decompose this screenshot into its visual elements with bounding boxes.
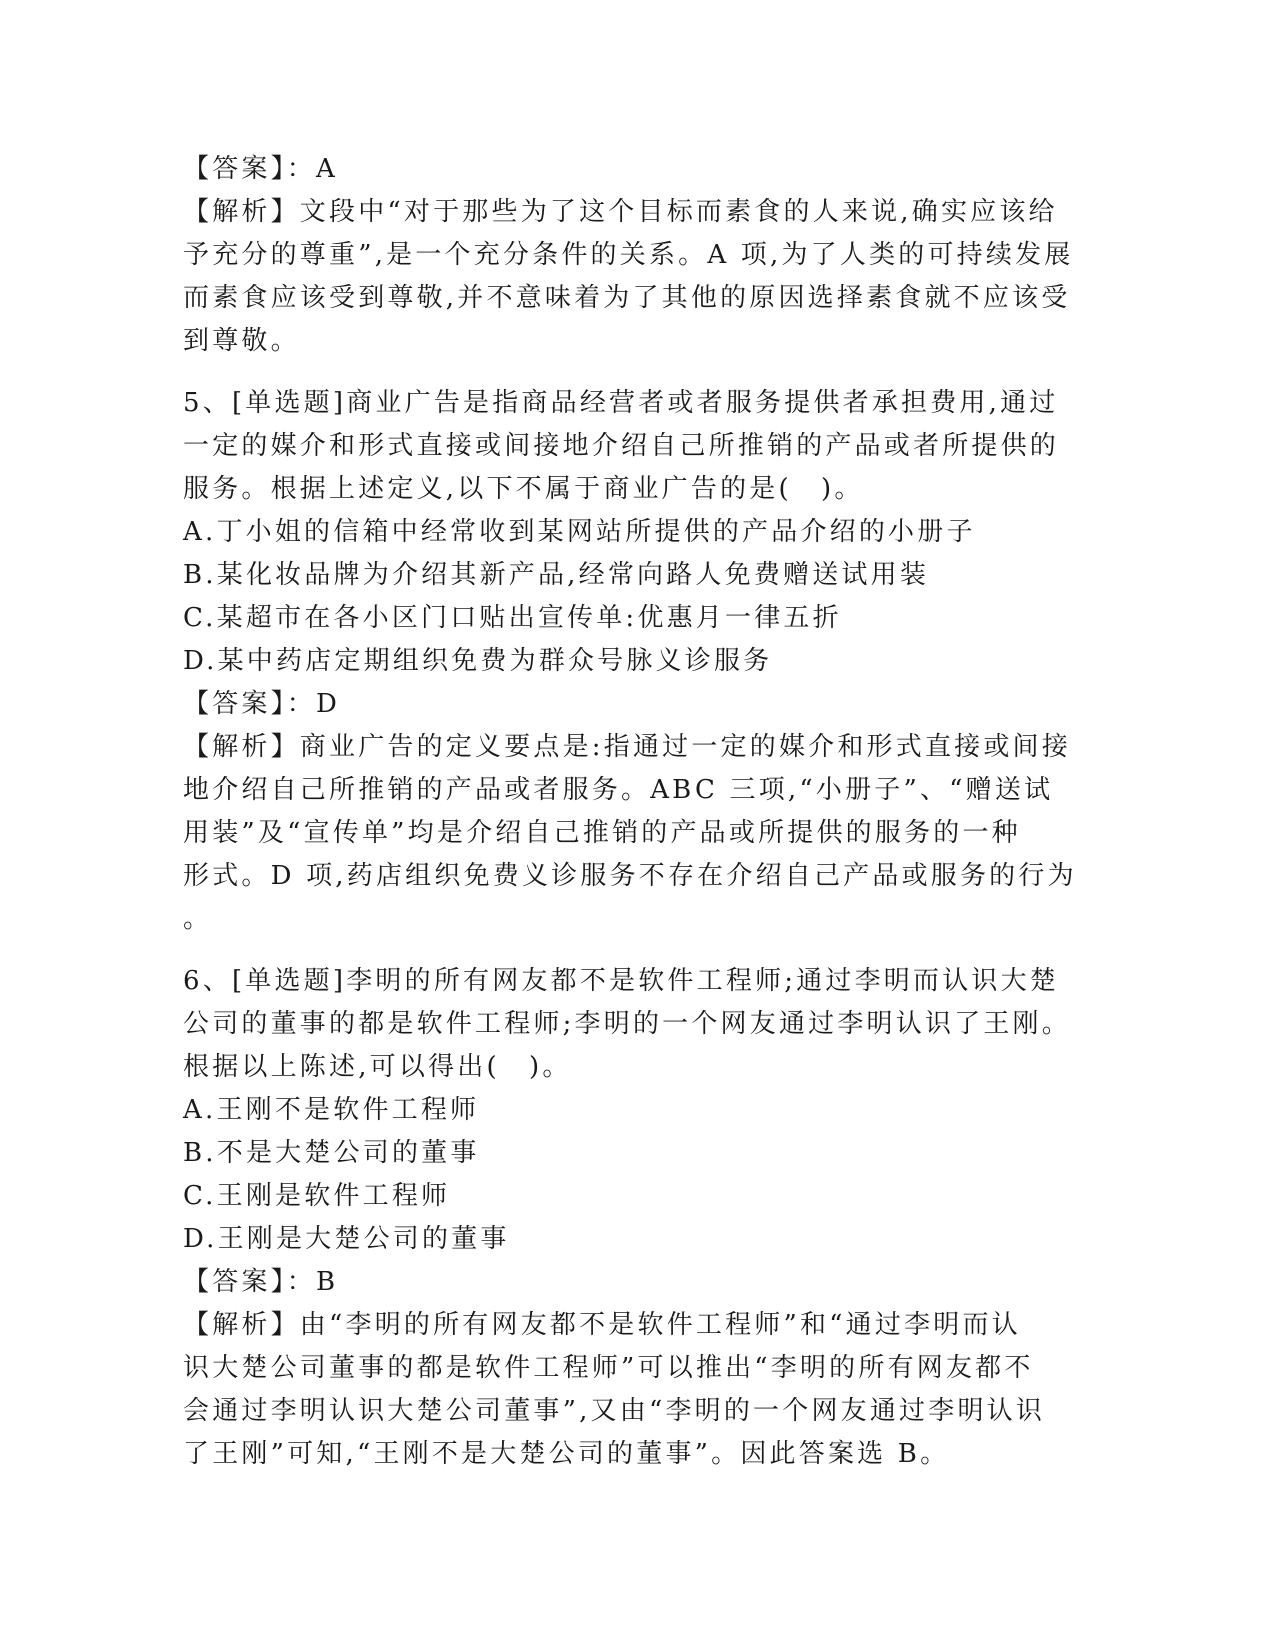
stem-line: 一定的媒介和形式直接或间接地介绍自己所推销的产品或者所提供的 (183, 431, 1060, 461)
analysis-line: 地介绍自己所推销的产品或者服务。ABC 三项,“小册子”、“赠送试 (183, 775, 1054, 805)
option-c: C.某超市在各小区门口贴出宣传单:优惠月一律五折 (183, 603, 842, 633)
question-stem (183, 960, 1083, 1089)
analysis-line: 。 (183, 904, 213, 934)
question-4-tail (183, 148, 1083, 363)
option-d: D.某中药店定期组织免费为群众号脉义诊服务 (183, 646, 773, 676)
analysis-line: 【解析】商业广告的定义要点是:指通过一定的媒介和形式直接或间接 (183, 732, 1071, 762)
question-6 (183, 960, 1083, 1476)
analysis-paragraph (183, 1304, 1083, 1476)
stem-line: 根据以上陈述,可以得出( )。 (183, 1052, 572, 1082)
analysis-line: 【解析】由“李明的所有网友都不是软件工程师”和“通过李明而认 (183, 1310, 1021, 1340)
analysis-line: 到尊敬。 (183, 326, 300, 356)
option-c: C.王刚是软件工程师 (183, 1181, 451, 1211)
stem-line: 6、[单选题]李明的所有网友都不是软件工程师;通过李明而认识大楚 (183, 966, 1059, 996)
option-a: A.丁小姐的信箱中经常收到某网站所提供的产品介绍的小册子 (183, 517, 976, 547)
question-5 (183, 382, 1083, 941)
analysis-line: 识大楚公司董事的都是软件工程师”可以推出“李明的所有网友都不 (183, 1353, 1034, 1383)
answer-line: 【答案】：B (183, 1267, 339, 1297)
analysis-line: 形式。D 项,药店组织免费义诊服务不存在介绍自己产品或服务的行为 (183, 861, 1077, 891)
stem-line: 5、[单选题]商业广告是指商品经营者或者服务提供者承担费用,通过 (183, 388, 1059, 418)
analysis-line: 用装”及“宣传单”均是介绍自己推销的产品或所提供的服务的一种 (183, 818, 1021, 848)
question-stem (183, 382, 1083, 511)
stem-line: 公司的董事的都是软件工程师;李明的一个网友通过李明认识了王刚。 (183, 1009, 1071, 1039)
section-spacer (183, 363, 1083, 382)
analysis-line: 【解析】文段中“对于那些为了这个目标而素食的人来说,确实应该给 (183, 197, 1058, 227)
analysis-line: 会通过李明认识大楚公司董事”,又由“李明的一个网友通过李明认识 (183, 1396, 1046, 1426)
analysis-line: 而素食应该受到尊敬,并不意味着为了其他的原因选择素食就不应该受 (183, 283, 1071, 313)
section-spacer (183, 941, 1083, 960)
analysis-paragraph (183, 726, 1083, 941)
document-page (183, 148, 1083, 1476)
option-b: B.不是大楚公司的董事 (183, 1138, 480, 1168)
analysis-line: 了王刚”可知,“王刚不是大楚公司的董事”。因此答案选 B。 (183, 1439, 950, 1469)
analysis-line: 予充分的尊重”,是一个充分条件的关系。A 项,为了人类的可持续发展 (183, 240, 1074, 270)
option-list (183, 1089, 1083, 1261)
option-b: B.某化妆品牌为介绍其新产品,经常向路人免费赠送试用装 (183, 560, 930, 590)
answer-line: 【答案】：A (183, 154, 338, 184)
analysis-paragraph (183, 191, 1083, 363)
stem-line: 服务。根据上述定义,以下不属于商业广告的是( )。 (183, 474, 864, 504)
option-a: A.王刚不是软件工程师 (183, 1095, 480, 1125)
option-d: D.王刚是大楚公司的董事 (183, 1224, 510, 1254)
option-list (183, 511, 1083, 683)
answer-line: 【答案】：D (183, 689, 341, 719)
